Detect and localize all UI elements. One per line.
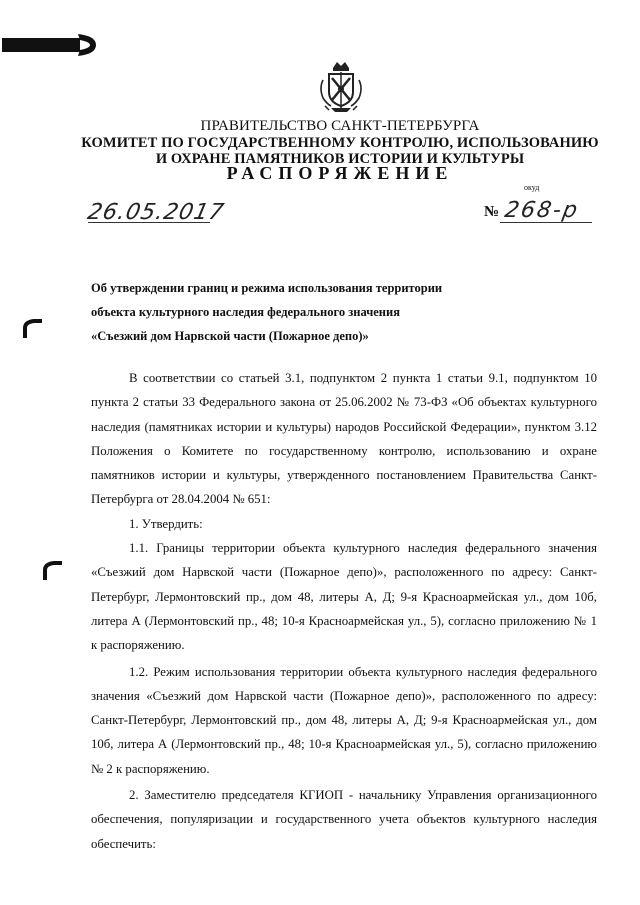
coat-of-arms-emblem (315, 58, 367, 114)
order-body (91, 366, 597, 856)
handwritten-number: 268-р (502, 198, 582, 223)
number-underline (500, 222, 592, 223)
committee-name-line2: И ОХРАНЕ ПАМЯТНИКОВ ИСТОРИИ И КУЛЬТУРЫ (155, 151, 525, 167)
preamble-paragraph: В соответствии со статьей 3.1, подпунктом 2 пункта 1 статьи 9.1, подпунктом 10 пункта 2 статьи 33 Федерального закона от 25.06.2002 № 73-ФЗ «Об объектах культурного наследия (памятниках истории и культуры) народов Российской Федерации», пунктом 3.12 Положения о Комитете по государственному контролю, использованию и охране памятников истории и культуры, утвержденного постановлением Правительства Санкт-Петербурга от 28.04.2004 № 651: (91, 371, 597, 507)
item-1-2: 1.2. Режим использования территории объекта культурного наследия федерального значения «Съезжий дом Нарвской части (Пожарное депо)», расположенного по адресу: Санкт-Петербург, Лермонтовский пр., дом 48, литеры А, Д; 9-я Красноармейская ул., дом 10б, литера А (Лермонтовский пр., 48; 10-я Красноармейская ул., 5), согласно приложению № 2 к распоряжению. (91, 664, 597, 776)
item-1: 1. Утвердить: (129, 516, 203, 531)
committee-name-line1: КОМИТЕТ ПО ГОСУДАРСТВЕННОМУ КОНТРОЛЮ, ИСПОЛЬЗОВАНИЮ (81, 135, 599, 151)
order-title (91, 276, 551, 348)
handwritten-date: 26.05.2017 (85, 200, 227, 225)
okud-label: окуд (524, 183, 540, 192)
title-line-1: Об утверждении границ и режима использования территории (91, 281, 443, 295)
date-underline (88, 222, 210, 223)
item-1-1: 1.1. Границы территории объекта культурного наследия федерального значения «Съезжий дом Нарвской части (Пожарное депо)», расположенного по адресу: Санкт-Петербург, Лермонтовский пр., дом 48, литеры А, Д; 9-я Красноармейская ул., дом 10б, литера А (Лермонтовский пр., 48; 10-я Красноармейская ул., 5), согласно приложению № 1 к распоряжению. (91, 541, 597, 653)
title-line-3: «Съезжий дом Нарвской части (Пожарное депо)» (91, 329, 369, 343)
title-line-2: объекта культурного наследия федерального значения (91, 305, 400, 319)
document-type: РАСПОРЯЖЕНИЕ (226, 163, 454, 183)
margin-corner-mark (42, 560, 66, 582)
redaction-mark (0, 30, 100, 60)
government-name: ПРАВИТЕЛЬСТВО САНКТ-ПЕТЕРБУРГА (200, 118, 480, 134)
margin-corner-mark (22, 318, 46, 340)
item-2: 2. Заместителю председателя КГИОП - начальнику Управления организационного обеспечения, популяризации и государственного учета объектов культурного наследия обеспечить: (91, 788, 597, 851)
number-prefix: № (484, 204, 500, 220)
